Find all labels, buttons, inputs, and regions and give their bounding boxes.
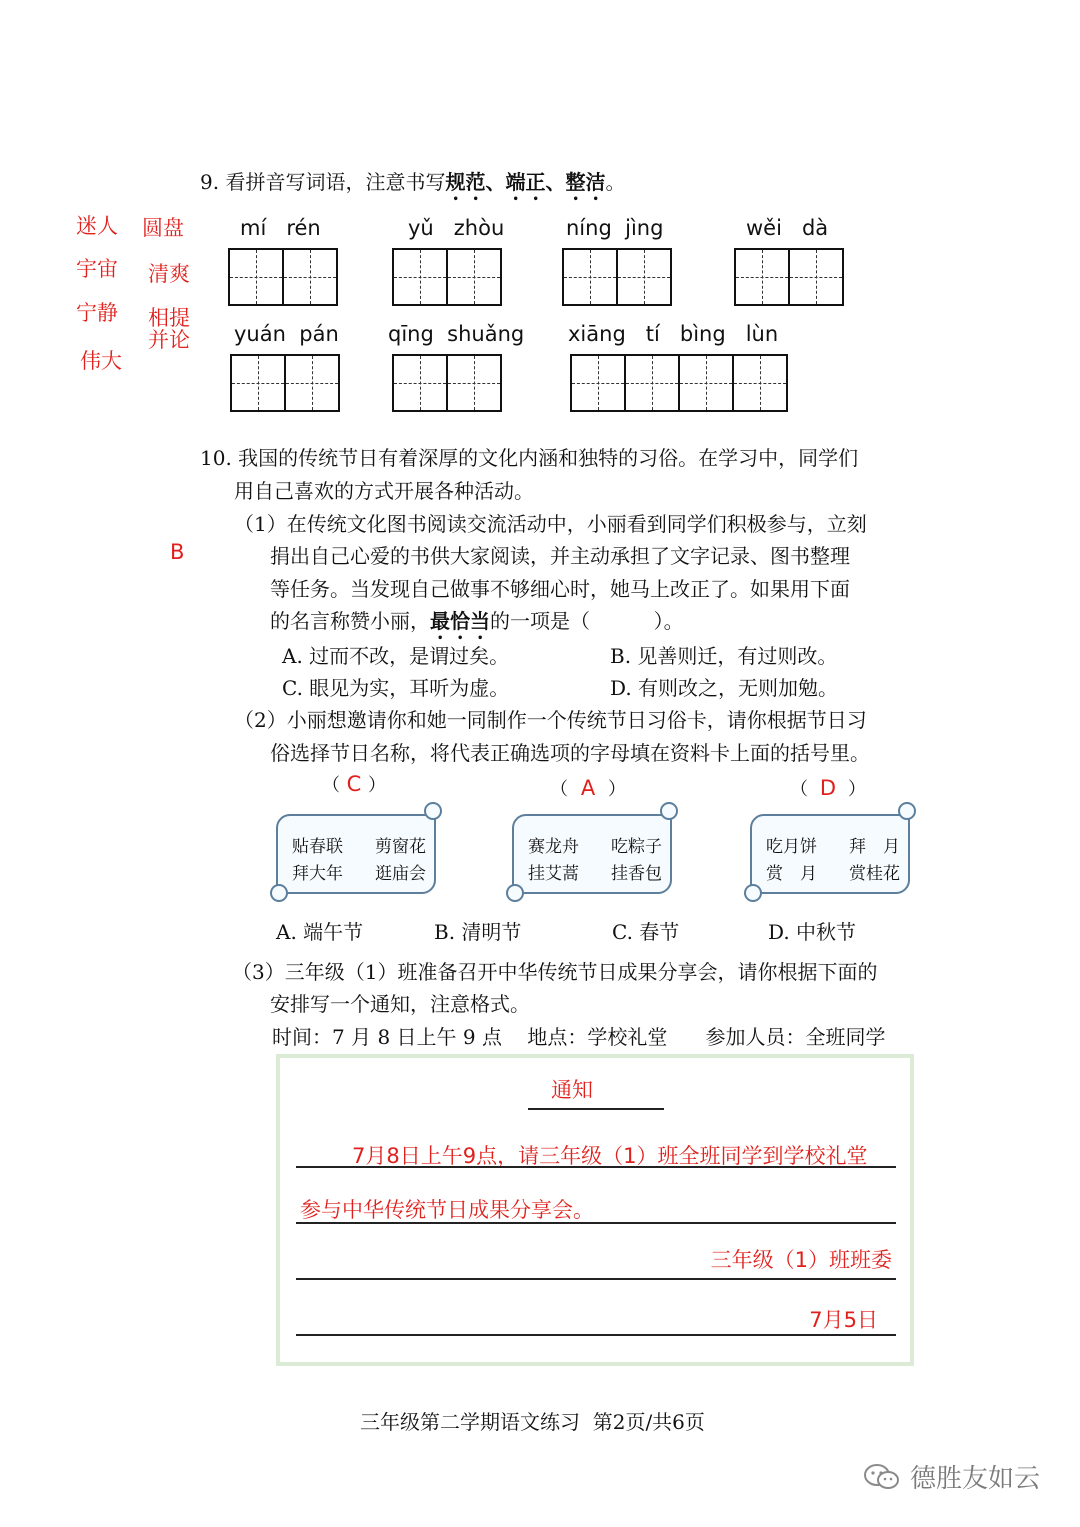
bracket-right: ） — [848, 779, 866, 800]
q10-p1-option-a[interactable]: A. 过而不改，是谓过矣。 — [282, 644, 510, 668]
writing-grid-4[interactable] — [734, 248, 844, 306]
festival-option-d[interactable]: D. 中秋节 — [768, 920, 857, 944]
custom-card-2 — [512, 814, 672, 894]
wechat-icon — [862, 1462, 902, 1492]
writing-grid-3[interactable] — [562, 248, 672, 306]
writing-line — [296, 1222, 896, 1224]
pinyin-yuanpan: yuán pán — [234, 322, 339, 346]
pinyin-miren: mí rén — [240, 216, 321, 240]
card-2-answer-bracket[interactable] — [550, 772, 626, 806]
pinyin-weida: wěi dà — [746, 216, 829, 240]
watermark — [862, 1458, 1040, 1495]
q10-p1-line4 — [270, 605, 684, 644]
q9-suffix: 。 — [605, 170, 626, 194]
card-1-item: 拜大年 — [292, 864, 343, 884]
card-3-item: 赏桂花 — [849, 864, 900, 884]
pinyin-yuzhou: yǔ zhòu — [408, 216, 505, 240]
notice-title: 通知 — [551, 1078, 593, 1102]
notice-box — [276, 1054, 914, 1366]
q10-p1-emphasis: 最恰当 — [430, 609, 490, 633]
q10-p1-answer: B — [170, 540, 185, 564]
scroll-curl-icon — [744, 884, 762, 902]
scroll-curl-icon — [660, 802, 678, 820]
page-footer: 三年级第二学期语文练习 第2页/共6页 — [360, 1410, 705, 1434]
q10-p1-option-c[interactable]: C. 眼见为实，耳听为虚。 — [282, 676, 510, 700]
card-3-answer: D — [819, 776, 837, 800]
q10-p1-line4-suffix: 的一项是（ ）。 — [490, 609, 684, 633]
card-2-item: 赛龙舟 — [528, 837, 579, 857]
card-1-item: 剪窗花 — [375, 837, 426, 857]
festival-option-a[interactable]: A. 端午节 — [276, 920, 364, 944]
q10-intro-line1: 10. 我国的传统节日有着深厚的文化内涵和独特的习俗。在学习中，同学们 — [200, 446, 859, 470]
q9-answer-2: 圆盘 — [142, 216, 184, 240]
q10-intro-line2: 用自己喜欢的方式开展各种活动。 — [234, 479, 534, 503]
notice-body-line1[interactable]: 7月8日上午9点，请三年级（1）班全班同学到学校礼堂 — [352, 1144, 868, 1168]
scroll-curl-icon — [270, 884, 288, 902]
card-1-item: 贴春联 — [292, 837, 343, 857]
q10-p1-line1: （1）在传统文化图书阅读交流活动中，小丽看到同学们积极参与，立刻 — [234, 512, 867, 536]
card-3-item: 拜 月 — [849, 837, 900, 857]
pinyin-qingshuang: qīng shuǎng — [388, 322, 525, 346]
q9-answer-6: 相提 — [148, 306, 190, 330]
q9-answer-4: 清爽 — [148, 262, 190, 286]
card-1-item: 逛庙会 — [375, 864, 426, 884]
card-2-item: 挂香包 — [611, 864, 662, 884]
writing-grid-5[interactable] — [230, 354, 340, 412]
q10-p1-option-b[interactable]: B. 见善则迁，有过则改。 — [610, 644, 838, 668]
bracket-left: （ — [550, 779, 568, 800]
q9-answer-5: 宁静 — [76, 301, 118, 325]
q9-answer-3: 宇宙 — [76, 257, 118, 281]
q9-answer-1: 迷人 — [76, 214, 118, 238]
scroll-curl-icon — [898, 802, 916, 820]
q9-emphasis: 规范、端正、整洁 — [445, 170, 606, 194]
q10-p3-line1: （3）三年级（1）班准备召开中华传统节日成果分享会，请你根据下面的 — [232, 960, 878, 984]
pinyin-ningjing: níng jìng — [566, 216, 664, 240]
q10-p1-line2: 捐出自己心爱的书供大家阅读，并主动承担了文字记录、图书整理 — [270, 544, 850, 568]
writing-grid-7[interactable] — [570, 354, 788, 412]
watermark-text: 德胜友如云 — [910, 1464, 1041, 1494]
festival-option-b[interactable]: B. 清明节 — [434, 920, 522, 944]
card-2-item: 吃粽子 — [611, 837, 662, 857]
custom-card-1 — [276, 814, 436, 894]
scroll-curl-icon — [506, 884, 524, 902]
writing-line — [296, 1334, 896, 1336]
card-3-item: 吃月饼 — [766, 837, 817, 857]
card-1-answer: C — [346, 772, 362, 796]
pinyin-xiangtibinglun: xiāng tí bìng lùn — [568, 322, 779, 346]
card-2-answer: A — [580, 776, 596, 800]
writing-grid-6[interactable] — [392, 354, 502, 412]
notice-signature[interactable]: 三年级（1）班班委 — [710, 1248, 892, 1272]
q9-answer-7: 并论 — [148, 328, 190, 352]
q10-p2-line1: （2）小丽想邀请你和她一同制作一个传统节日习俗卡，请你根据节日习 — [234, 708, 867, 732]
card-3-answer-bracket[interactable] — [790, 772, 866, 806]
q10-p2-line2: 俗选择节日名称，将代表正确选项的字母填在资料卡上面的括号里。 — [270, 741, 870, 765]
writing-line — [296, 1278, 896, 1280]
notice-body-line2[interactable]: 参与中华传统节日成果分享会。 — [300, 1198, 594, 1222]
q10-p1-line4-prefix: 的名言称赞小丽， — [270, 609, 430, 633]
festival-option-c[interactable]: C. 春节 — [612, 920, 680, 944]
custom-card-3 — [750, 814, 910, 894]
q10-p1-line3: 等任务。当发现自己做事不够细心时，她马上改正了。如果用下面 — [270, 577, 850, 601]
bracket-right: ） — [368, 775, 386, 796]
q10-p3-info: 时间：7 月 8 日上午 9 点 地点：学校礼堂 参加人员：全班同学 — [272, 1025, 886, 1049]
q9-prefix: 9. 看拼音写词语，注意书写 — [200, 170, 446, 194]
notice-date[interactable]: 7月5日 — [809, 1308, 878, 1332]
bracket-right: ） — [608, 779, 626, 800]
q9-title — [200, 166, 625, 205]
title-underline — [528, 1108, 664, 1110]
bracket-left: （ — [790, 779, 808, 800]
writing-grid-2[interactable] — [392, 248, 502, 306]
bracket-left: （ — [322, 775, 340, 796]
q10-p1-option-d[interactable]: D. 有则改之，无则加勉。 — [610, 676, 839, 700]
card-1-answer-bracket[interactable] — [322, 768, 386, 802]
q10-p3-line2: 安排写一个通知，注意格式。 — [270, 992, 530, 1016]
writing-line — [296, 1166, 896, 1168]
scroll-curl-icon — [424, 802, 442, 820]
q9-answer-8: 伟大 — [80, 349, 122, 373]
card-3-item: 赏 月 — [766, 864, 817, 884]
card-2-item: 挂艾蒿 — [528, 864, 579, 884]
writing-grid-1[interactable] — [228, 248, 338, 306]
